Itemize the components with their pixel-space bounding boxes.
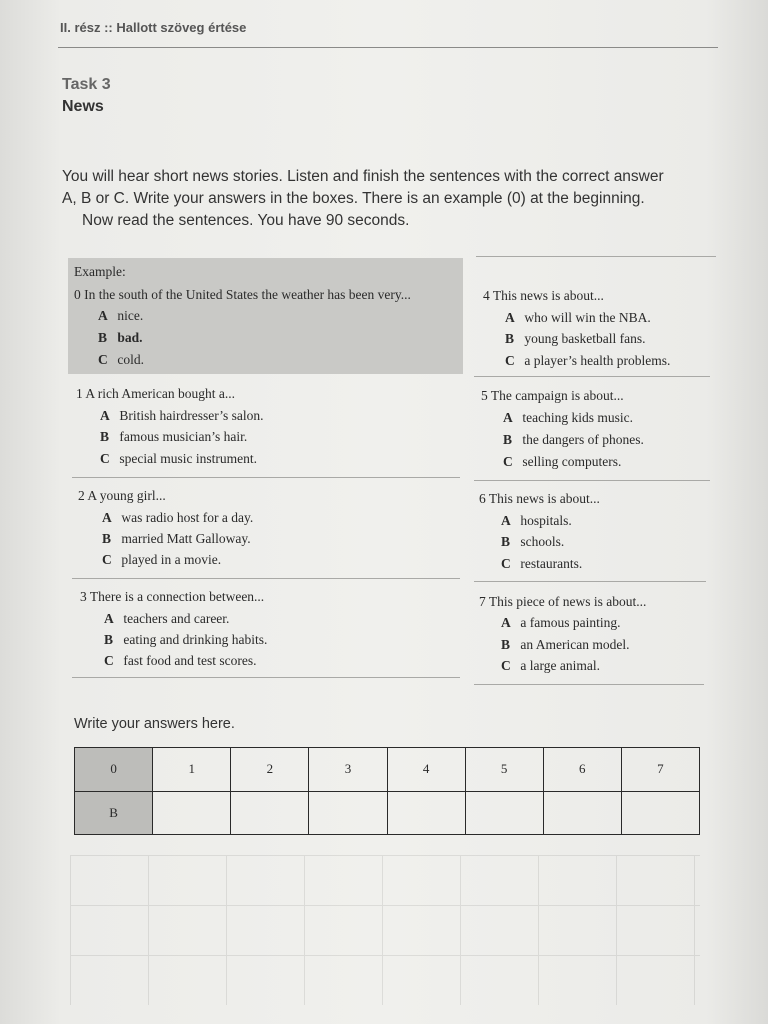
- option-a: A teachers and career.: [104, 611, 230, 626]
- answer-cell-6[interactable]: [543, 791, 621, 835]
- option-c: C a large animal.: [501, 658, 600, 673]
- header-cell: 3: [309, 748, 387, 792]
- option-c: C restaurants.: [501, 556, 583, 571]
- divider: [72, 477, 460, 478]
- instructions-line-1: You will hear short news stories. Listen and finish the sentences with the correct answer: [62, 168, 664, 185]
- show-through-grid: [70, 855, 700, 1005]
- divider: [72, 677, 460, 678]
- header-cell: 4: [387, 748, 465, 792]
- example-label: Example:: [74, 264, 126, 279]
- answer-grid-answer-row: [75, 791, 700, 835]
- answer-grid: [74, 747, 700, 835]
- answers-label: Write your answers here.: [74, 716, 235, 732]
- option-b: B bad.: [98, 330, 143, 345]
- option-b: B married Matt Galloway.: [102, 531, 251, 546]
- option-c: C selling computers.: [503, 454, 622, 469]
- option-c: C special music instrument.: [100, 451, 257, 466]
- option-b: B the dangers of phones.: [503, 432, 644, 447]
- divider: [474, 480, 710, 481]
- option-c: C cold.: [98, 352, 144, 367]
- question-stem: 6 This news is about...: [479, 491, 600, 506]
- answer-cell-5[interactable]: [465, 791, 543, 835]
- answer-cell-3[interactable]: [309, 791, 387, 835]
- header-cell: 6: [543, 748, 621, 792]
- answer-cell-2[interactable]: [231, 791, 309, 835]
- divider: [72, 578, 460, 579]
- question-stem: 4 This news is about...: [483, 288, 604, 303]
- answer-cell-1[interactable]: [153, 791, 231, 835]
- question-stem: 5 The campaign is about...: [481, 388, 624, 403]
- divider: [476, 256, 716, 257]
- instructions-line-3: Now read the sentences. You have 90 seconds.: [82, 212, 410, 229]
- question-stem: 1 A rich American bought a...: [76, 386, 235, 401]
- task-number: Task 3: [62, 76, 111, 93]
- header-cell: 2: [231, 748, 309, 792]
- instructions-line-2: A, B or C. Write your answers in the boxes. There is an example (0) at the beginning.: [62, 190, 645, 207]
- option-a: A was radio host for a day.: [102, 510, 254, 525]
- option-a: A who will win the NBA.: [505, 310, 651, 325]
- answer-grid-header-row: [75, 748, 700, 792]
- option-c: C played in a movie.: [102, 552, 222, 567]
- answer-cell-0: B: [75, 791, 153, 835]
- section-header: II. rész :: Hallott szöveg értése: [60, 20, 247, 35]
- instructions: [62, 166, 732, 232]
- header-cell: 7: [621, 748, 699, 792]
- question-stem: 7 This piece of news is about...: [479, 594, 647, 609]
- header-divider: [58, 47, 718, 48]
- answer-cell-4[interactable]: [387, 791, 465, 835]
- option-a: A British hairdresser’s salon.: [100, 408, 264, 423]
- option-a: A teaching kids music.: [503, 410, 633, 425]
- header-cell: 1: [153, 748, 231, 792]
- option-b: B eating and drinking habits.: [104, 632, 268, 647]
- option-b: B schools.: [501, 534, 565, 549]
- divider: [474, 581, 706, 582]
- question-stem: 0 In the south of the United States the weather has been very...: [74, 287, 411, 302]
- question-stem: 2 A young girl...: [78, 488, 166, 503]
- task-title: News: [62, 98, 104, 115]
- option-c: C fast food and test scores.: [104, 653, 257, 668]
- divider: [474, 684, 704, 685]
- header-cell: 0: [75, 748, 153, 792]
- divider: [474, 376, 710, 377]
- header-cell: 5: [465, 748, 543, 792]
- option-a: A nice.: [98, 308, 144, 323]
- option-b: B young basketball fans.: [505, 331, 646, 346]
- option-b: B famous musician’s hair.: [100, 429, 248, 444]
- option-a: A hospitals.: [501, 513, 572, 528]
- answer-cell-7[interactable]: [621, 791, 699, 835]
- option-b: B an American model.: [501, 637, 630, 652]
- option-c: C a player’s health problems.: [505, 353, 671, 368]
- question-stem: 3 There is a connection between...: [80, 589, 265, 604]
- option-a: A a famous painting.: [501, 615, 621, 630]
